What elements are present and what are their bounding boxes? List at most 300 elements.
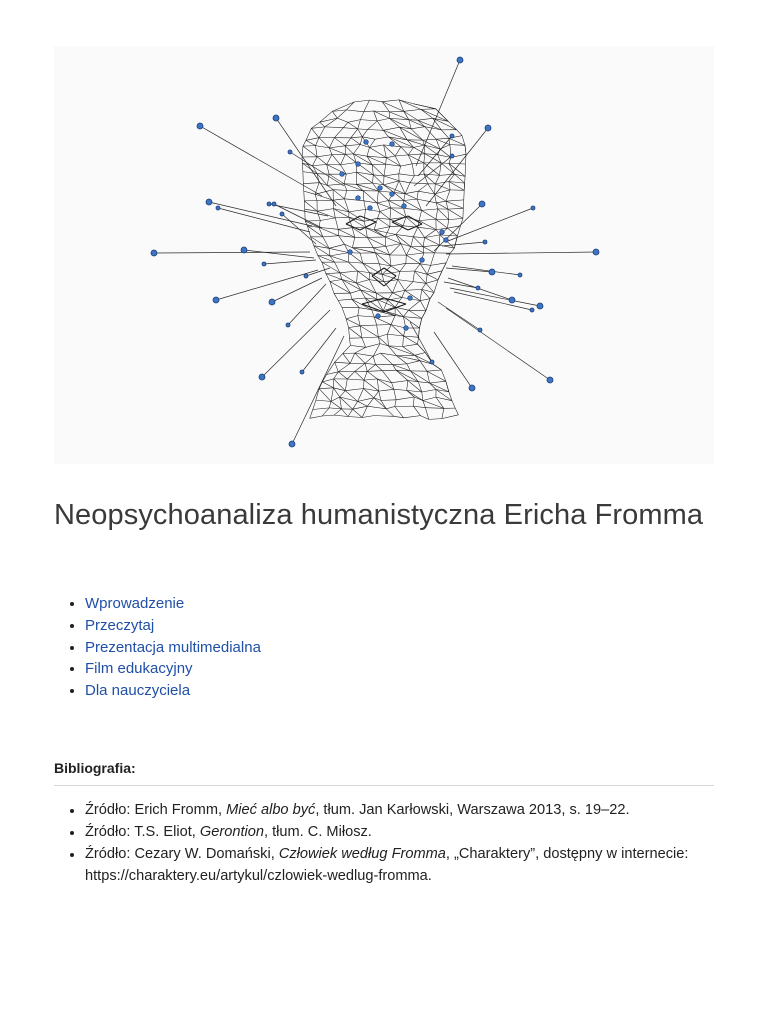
mesh-edge bbox=[348, 417, 362, 418]
mesh-edge bbox=[329, 401, 331, 408]
mesh-edge bbox=[418, 227, 425, 237]
mesh-edge bbox=[421, 109, 448, 121]
connection-node bbox=[530, 308, 534, 312]
mesh-edge bbox=[353, 401, 358, 409]
bibliography-divider bbox=[54, 785, 714, 786]
mesh-edge bbox=[383, 127, 399, 130]
mesh-edge bbox=[303, 184, 304, 191]
mesh-edge bbox=[360, 120, 377, 121]
mesh-edge bbox=[462, 136, 465, 146]
mesh-edge bbox=[333, 190, 347, 191]
mesh-edge bbox=[316, 400, 331, 401]
connection-node bbox=[476, 286, 480, 290]
mesh-edge bbox=[360, 137, 362, 145]
mesh-node bbox=[364, 140, 369, 145]
mesh-edge bbox=[422, 289, 434, 292]
mesh-edge bbox=[319, 382, 322, 389]
mesh-edge bbox=[377, 203, 391, 208]
mesh-edge bbox=[417, 191, 418, 199]
mesh-edge bbox=[438, 149, 440, 155]
connection-line bbox=[444, 282, 478, 288]
mesh-edge bbox=[423, 401, 444, 409]
mesh-edge bbox=[388, 334, 404, 336]
mesh-edge bbox=[331, 388, 333, 402]
mesh-edge bbox=[370, 139, 376, 147]
mesh-edge bbox=[447, 220, 448, 229]
mesh-edge bbox=[358, 316, 374, 317]
mesh-edge bbox=[403, 344, 418, 346]
mesh-edge bbox=[455, 174, 465, 183]
mesh-edge bbox=[360, 326, 378, 337]
mesh-edge bbox=[367, 371, 382, 372]
mesh-edge bbox=[418, 184, 428, 191]
mesh-edge bbox=[320, 218, 335, 221]
mesh-edge bbox=[405, 282, 413, 291]
mesh-edge bbox=[332, 155, 341, 165]
mesh-edge bbox=[411, 237, 414, 247]
mesh-edge bbox=[356, 183, 372, 184]
mesh-edge bbox=[404, 111, 418, 120]
mesh-edge bbox=[384, 282, 393, 293]
mesh-edge bbox=[376, 293, 377, 299]
mesh-edge bbox=[436, 219, 448, 228]
connection-line bbox=[154, 252, 310, 253]
mesh-edge bbox=[347, 379, 364, 380]
mesh-edge bbox=[322, 408, 329, 416]
mesh-edge bbox=[329, 248, 349, 252]
mesh-edge bbox=[426, 274, 427, 283]
mesh-node bbox=[376, 314, 381, 319]
mesh-edge bbox=[338, 300, 342, 307]
mesh-edge bbox=[435, 182, 449, 184]
mesh-edge bbox=[325, 127, 344, 128]
mesh-edge bbox=[313, 408, 329, 410]
mesh-edge bbox=[351, 129, 358, 138]
mesh-edge bbox=[340, 271, 358, 273]
mesh-edge bbox=[378, 191, 388, 201]
mesh-edge bbox=[418, 344, 426, 352]
bibliography-list bbox=[54, 799, 718, 887]
mesh-edge bbox=[327, 185, 333, 189]
mesh-edge bbox=[363, 191, 364, 201]
connection-line bbox=[244, 250, 314, 258]
mesh-edge bbox=[329, 248, 330, 256]
nav-link-prezentacja-multimedialna[interactable]: Prezentacja multimedialna bbox=[85, 638, 261, 656]
connection-node bbox=[213, 297, 219, 303]
mesh-edge bbox=[390, 111, 404, 112]
mesh-edge bbox=[377, 325, 379, 337]
mesh-edge bbox=[436, 201, 446, 203]
mesh-edge bbox=[461, 218, 463, 225]
mesh-edge bbox=[363, 263, 370, 273]
face-feature-edge bbox=[362, 304, 384, 312]
mesh-node bbox=[378, 186, 383, 191]
mesh-edge bbox=[368, 130, 384, 131]
mesh-edge bbox=[442, 263, 446, 271]
connection-node bbox=[509, 297, 515, 303]
mesh-edge bbox=[349, 326, 361, 328]
mesh-edge bbox=[352, 237, 354, 247]
mesh-edge bbox=[414, 145, 425, 147]
mesh-edge bbox=[337, 118, 348, 122]
wireframe-head-image bbox=[54, 46, 714, 464]
mesh-edge bbox=[394, 389, 407, 390]
mesh-edge bbox=[407, 381, 408, 391]
mesh-node bbox=[390, 192, 395, 197]
mesh-edge bbox=[427, 265, 430, 274]
mesh-edge bbox=[427, 274, 438, 280]
mesh-edge bbox=[427, 371, 446, 381]
mesh-edge bbox=[422, 289, 430, 298]
mesh-edge bbox=[391, 263, 406, 266]
connection-node bbox=[547, 377, 553, 383]
connection-node bbox=[241, 247, 247, 253]
mesh-edge bbox=[423, 247, 434, 253]
mesh-edge bbox=[330, 256, 348, 262]
connection-node bbox=[457, 57, 463, 63]
mesh-edge bbox=[401, 164, 413, 166]
mesh-edge bbox=[404, 194, 405, 201]
mesh-edge bbox=[304, 191, 305, 201]
mesh-edge bbox=[422, 390, 436, 393]
mesh-edge bbox=[379, 391, 381, 400]
mesh-node bbox=[356, 162, 361, 167]
mesh-edge bbox=[319, 388, 333, 389]
mesh-edge bbox=[349, 209, 366, 212]
mesh-edge bbox=[367, 365, 375, 372]
mesh-edge bbox=[400, 271, 415, 272]
connection-line bbox=[446, 308, 550, 380]
mesh-edge bbox=[377, 191, 378, 203]
mesh-edge bbox=[403, 217, 406, 226]
mesh-edge bbox=[329, 408, 341, 409]
mesh-edge bbox=[372, 165, 384, 176]
mesh-edge bbox=[343, 345, 351, 353]
mesh-edge bbox=[435, 194, 447, 201]
mesh-edge bbox=[364, 371, 367, 380]
mesh-edge bbox=[365, 363, 375, 364]
connection-line bbox=[438, 302, 480, 330]
mesh-edge bbox=[424, 163, 440, 176]
mesh-edge bbox=[315, 190, 333, 195]
mesh-edge bbox=[346, 319, 360, 326]
mesh-edge bbox=[404, 416, 421, 418]
entry-title: Gerontion bbox=[199, 824, 264, 840]
mesh-edge bbox=[408, 155, 412, 164]
mesh-edge bbox=[372, 165, 373, 175]
mesh-edge bbox=[350, 345, 365, 347]
page-title: Neopsychoanaliza humanistyczna Ericha Fromma bbox=[54, 499, 704, 531]
nav-link-wprowadzenie[interactable]: Wprowadzenie bbox=[85, 595, 185, 612]
mesh-edge bbox=[382, 371, 391, 383]
mesh-edge bbox=[436, 138, 449, 139]
mesh-edge bbox=[372, 164, 386, 165]
mesh-edge bbox=[394, 416, 404, 418]
mesh-edge bbox=[335, 362, 339, 372]
connection-node bbox=[289, 441, 295, 447]
mesh-edge bbox=[413, 237, 424, 238]
connection-node bbox=[280, 212, 284, 216]
mesh-edge bbox=[338, 372, 347, 379]
mesh-edge bbox=[373, 183, 379, 191]
mesh-edge bbox=[327, 155, 332, 165]
mesh-edge bbox=[351, 137, 362, 138]
mesh-edge bbox=[433, 364, 441, 370]
mesh-edge bbox=[377, 299, 383, 310]
mesh-edge bbox=[303, 146, 316, 147]
mesh-edge bbox=[446, 381, 449, 392]
mesh-edge bbox=[406, 255, 420, 264]
mesh-edge bbox=[354, 100, 369, 102]
mesh-edge bbox=[431, 253, 435, 266]
entry-title: Mieć albo być bbox=[226, 802, 316, 818]
mesh-edge bbox=[344, 184, 363, 191]
mesh-edge bbox=[449, 174, 455, 181]
mesh-node bbox=[356, 196, 361, 201]
mesh-edge bbox=[399, 166, 401, 174]
mesh-edge bbox=[393, 364, 407, 365]
mesh-edge bbox=[408, 155, 424, 163]
mesh-edge bbox=[404, 208, 422, 210]
mesh-edge bbox=[373, 175, 384, 176]
mesh-edge bbox=[348, 122, 358, 129]
mesh-edge bbox=[423, 397, 436, 400]
mesh-edge bbox=[395, 155, 408, 156]
mesh-edge bbox=[446, 253, 450, 263]
mesh-edge bbox=[392, 381, 408, 383]
mesh-edge bbox=[427, 271, 442, 275]
mesh-edge bbox=[424, 174, 440, 175]
mesh-edge bbox=[338, 363, 350, 372]
mesh-edge bbox=[410, 176, 414, 183]
connection-node bbox=[216, 206, 220, 210]
mesh-edge bbox=[356, 172, 372, 183]
mesh-edge bbox=[430, 381, 446, 383]
mesh-edge bbox=[440, 163, 442, 176]
mesh-edge bbox=[413, 406, 425, 408]
mesh-edge bbox=[435, 175, 439, 184]
mesh-edge bbox=[449, 182, 450, 190]
mesh-edge bbox=[377, 203, 380, 212]
mesh-edge bbox=[366, 209, 380, 211]
mesh-edge bbox=[348, 409, 353, 416]
mesh-edge bbox=[435, 194, 437, 203]
mesh-node bbox=[440, 230, 445, 235]
connection-node bbox=[450, 154, 454, 158]
mesh-edge bbox=[311, 128, 319, 137]
mesh-edge bbox=[364, 209, 366, 221]
mesh-edge bbox=[385, 237, 386, 246]
mesh-edge bbox=[363, 263, 380, 264]
mesh-edge bbox=[450, 145, 465, 146]
connection-line bbox=[450, 288, 540, 306]
mesh-edge bbox=[367, 147, 370, 156]
mesh-edge bbox=[341, 154, 346, 165]
mesh-edge bbox=[449, 163, 466, 164]
mesh-edge bbox=[364, 201, 366, 210]
section-navigation bbox=[54, 593, 261, 702]
mesh-edge bbox=[440, 145, 450, 149]
connection-node bbox=[518, 273, 522, 277]
mesh-edge bbox=[366, 228, 368, 238]
mesh-edge bbox=[355, 371, 364, 380]
mesh-edge bbox=[386, 158, 387, 165]
mesh-edge bbox=[421, 109, 436, 110]
connection-line bbox=[452, 266, 520, 275]
mesh-edge bbox=[352, 298, 365, 299]
mesh-node bbox=[404, 326, 409, 331]
mesh-edge bbox=[345, 146, 353, 154]
mesh-edge bbox=[351, 138, 360, 145]
mesh-edge bbox=[353, 406, 368, 409]
mesh-edge bbox=[362, 130, 367, 137]
mesh-edge bbox=[395, 400, 396, 407]
nav-link-dla-nauczyciela[interactable]: Dla nauczyciela bbox=[85, 682, 191, 700]
mesh-edge bbox=[360, 326, 362, 338]
mesh-edge bbox=[411, 247, 424, 253]
mesh-edge bbox=[362, 416, 374, 418]
mesh-edge bbox=[448, 209, 463, 218]
mesh-edge bbox=[362, 337, 378, 338]
mesh-edge bbox=[352, 299, 359, 308]
mesh-edge bbox=[452, 401, 455, 408]
mesh-node bbox=[390, 142, 395, 147]
mesh-node bbox=[340, 172, 345, 177]
mesh-edge bbox=[315, 194, 317, 200]
face-feature-edge bbox=[384, 276, 396, 286]
mesh-edge bbox=[373, 175, 374, 183]
mesh-edge bbox=[413, 282, 426, 284]
mesh-edge bbox=[379, 389, 394, 391]
nav-link-film-edukacyjny[interactable]: Film edukacyjny bbox=[85, 660, 193, 678]
mesh-edge bbox=[436, 203, 448, 209]
mesh-edge bbox=[440, 174, 455, 175]
mesh-edge bbox=[367, 371, 377, 379]
mesh-edge bbox=[457, 130, 462, 136]
mesh-edge bbox=[403, 336, 404, 347]
mesh-edge bbox=[376, 365, 383, 371]
entry-suffix: , „Charaktery”, dostępny w internecie: https://charaktery.eu/artykul/czlowiek-wedlug-fromma. bbox=[85, 846, 689, 884]
mesh-edge bbox=[441, 130, 448, 138]
mesh-edge bbox=[335, 217, 349, 218]
mesh-edge bbox=[358, 129, 368, 130]
mesh-edge bbox=[422, 210, 436, 219]
mesh-edge bbox=[379, 264, 391, 266]
mesh-edge bbox=[406, 263, 420, 264]
mesh-edge bbox=[373, 356, 375, 364]
nav-item-przeczytaj bbox=[85, 615, 261, 637]
mesh-edge bbox=[362, 406, 367, 417]
mesh-edge bbox=[343, 128, 357, 129]
mesh-edge bbox=[384, 174, 399, 176]
connection-node bbox=[259, 374, 265, 380]
mesh-edge bbox=[385, 235, 396, 238]
mesh-edge bbox=[415, 353, 425, 356]
mesh-edge bbox=[415, 271, 426, 283]
mesh-edge bbox=[319, 127, 325, 138]
mesh-edge bbox=[329, 138, 334, 148]
mesh-edge bbox=[427, 371, 430, 383]
mesh-edge bbox=[378, 334, 387, 337]
mesh-edge bbox=[345, 389, 363, 391]
mesh-edge bbox=[345, 379, 347, 391]
mesh-edge bbox=[374, 391, 379, 398]
face-feature-edge bbox=[346, 224, 360, 230]
mesh-edge bbox=[342, 308, 346, 319]
mesh-edge bbox=[386, 407, 395, 409]
mesh-edge bbox=[403, 347, 415, 356]
mesh-edge bbox=[310, 410, 313, 419]
mesh-edge bbox=[426, 299, 430, 311]
mesh-edge bbox=[395, 147, 401, 156]
connection-node bbox=[151, 250, 157, 256]
nav-link-przeczytaj[interactable]: Przeczytaj bbox=[85, 616, 155, 634]
mesh-edge bbox=[362, 137, 375, 139]
entry-prefix: Źródło: Cezary W. Domański, bbox=[85, 846, 279, 862]
connection-line bbox=[216, 270, 318, 300]
mesh-edge bbox=[425, 408, 428, 420]
mesh-edge bbox=[335, 362, 351, 363]
mesh-edge bbox=[440, 235, 458, 236]
mesh-edge bbox=[306, 138, 319, 141]
connection-line bbox=[218, 208, 310, 232]
mesh-edge bbox=[406, 253, 424, 255]
mesh-edge bbox=[396, 397, 414, 400]
mesh-edge bbox=[398, 280, 413, 282]
mesh-edge bbox=[418, 118, 433, 120]
mesh-edge bbox=[393, 290, 405, 292]
connection-line bbox=[209, 202, 312, 226]
mesh-edge bbox=[365, 356, 373, 363]
mesh-edge bbox=[323, 236, 339, 237]
mesh-edge bbox=[342, 280, 351, 294]
mesh-edge bbox=[315, 183, 319, 195]
mesh-edge bbox=[398, 272, 400, 280]
mesh-edge bbox=[344, 190, 346, 198]
bibliography-entry bbox=[85, 843, 718, 887]
nav-item-film bbox=[85, 658, 261, 680]
mesh-edge bbox=[326, 273, 340, 274]
mesh-edge bbox=[377, 121, 383, 130]
connection-node bbox=[304, 274, 308, 278]
mesh-edge bbox=[357, 280, 370, 284]
mesh-edge bbox=[410, 371, 418, 382]
mesh-edge bbox=[358, 129, 363, 137]
mesh-node bbox=[368, 206, 373, 211]
mesh-edge bbox=[413, 227, 418, 237]
mesh-edge bbox=[364, 380, 365, 388]
mesh-edge bbox=[400, 263, 406, 271]
mesh-edge bbox=[344, 199, 364, 201]
mesh-edge bbox=[423, 140, 440, 149]
mesh-edge bbox=[405, 289, 422, 290]
mesh-edge bbox=[364, 100, 370, 112]
mesh-edge bbox=[334, 138, 345, 146]
connection-node bbox=[262, 262, 266, 266]
mesh-edge bbox=[317, 174, 329, 175]
mesh-edge bbox=[372, 310, 375, 317]
mesh-edge bbox=[417, 199, 436, 203]
connection-node bbox=[286, 323, 290, 327]
mesh-node bbox=[420, 258, 425, 263]
mesh-edge bbox=[385, 237, 401, 244]
mesh-edge bbox=[439, 235, 440, 245]
connection-node bbox=[483, 240, 487, 244]
mesh-edge bbox=[337, 110, 346, 118]
mesh-edge bbox=[435, 245, 440, 253]
mesh-edge bbox=[425, 154, 438, 155]
mesh-edge bbox=[424, 154, 425, 163]
